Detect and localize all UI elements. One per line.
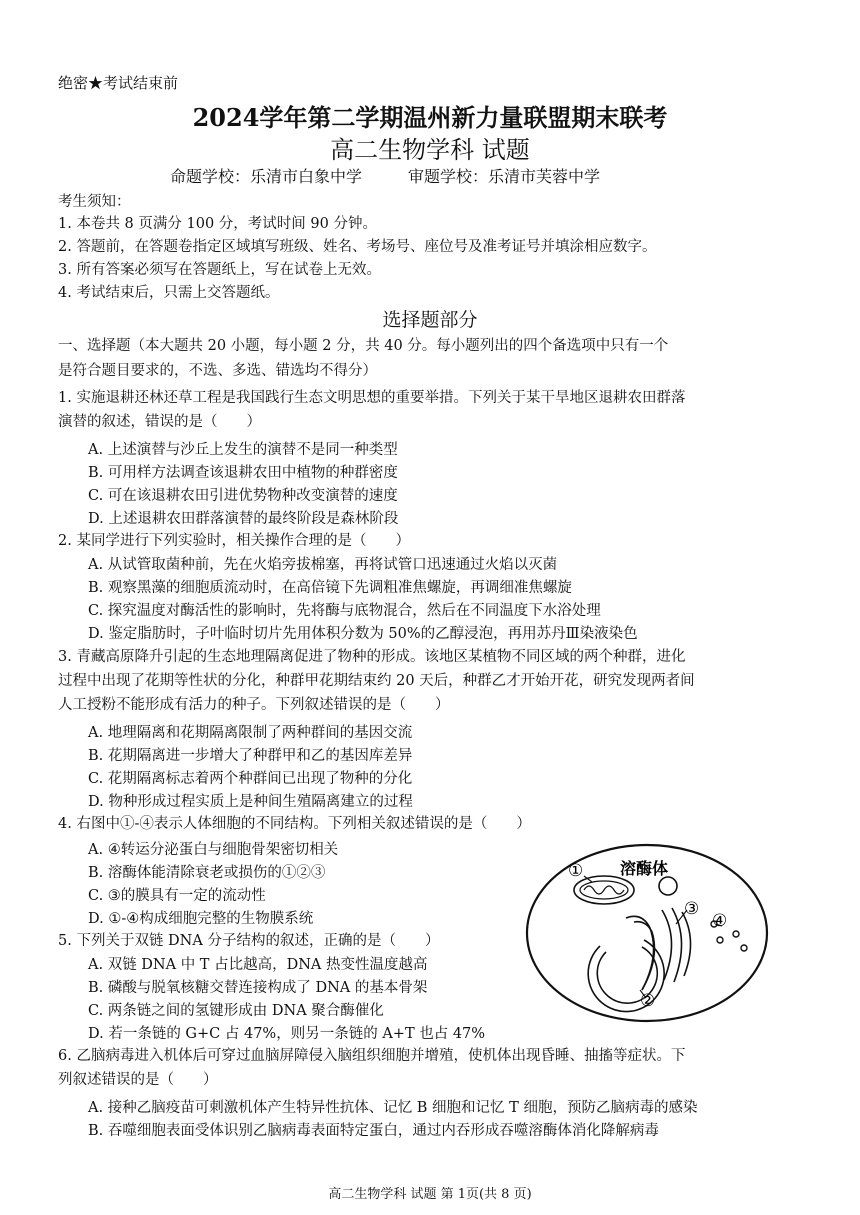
question-6-stem: 6. 乙脑病毒进入机体后可穿过血脑屏障侵入脑组织细胞并增殖，使机体出现昏睡、抽搐等症状。下 <box>58 1048 686 1064</box>
question-5-option-a: A. 双链 DNA 中 T 占比越高，DNA 热变性温度越高 <box>88 957 428 973</box>
question-1-option-a: A. 上述演替与沙丘上发生的演替不是同一种类型 <box>88 442 398 458</box>
figure-label-lysosome: 溶酶体 <box>620 859 669 878</box>
question-5-option-c: C. 两条链之间的氢键形成由 DNA 聚合酶催化 <box>88 1003 384 1019</box>
page-footer: 高二生物学科 试题 第 1页(共 8 页) <box>328 1187 532 1202</box>
question-6-stem: 列叙述错误的是（ ） <box>58 1072 218 1088</box>
figure-label-2: ② <box>640 991 656 1011</box>
question-1-option-d: D. 上述退耕农田群落演替的最终阶段是森林阶段 <box>88 511 399 527</box>
question-2-option-c: C. 探究温度对酶活性的影响时，先将酶与底物混合，然后在不同温度下水浴处理 <box>88 603 601 619</box>
notice-heading: 考生须知： <box>58 194 131 210</box>
exam-title: 2024学年第二学期温州新力量联盟期末联考 <box>192 103 668 132</box>
section-instruction: 是符合题目要求的，不选、多选、错选均不得分） <box>58 363 377 379</box>
question-3-stem: 人工授粉不能形成有活力的种子。下列叙述错误的是（ ） <box>58 697 450 713</box>
question-2-option-d: D. 鉴定脂肪时，子叶临时切片先用体积分数为 50%的乙醇浸泡，再用苏丹Ⅲ染液染色 <box>88 626 638 642</box>
question-3-option-b: B. 花期隔离进一步增大了种群甲和乙的基因库差异 <box>88 748 413 764</box>
question-2-option-b: B. 观察黑藻的细胞质流动时，在高倍镜下先调粗准焦螺旋，再调细准焦螺旋 <box>88 580 572 596</box>
question-1-option-c: C. 可在该退耕农田引进优势物种改变演替的速度 <box>88 488 398 504</box>
question-6-option-a: A. 接种乙脑疫苗可刺激机体产生特异性抗体、记忆 B 细胞和记忆 T 细胞，预防乙脑病毒的感染 <box>88 1100 698 1116</box>
question-4-option-c: C. ③的膜具有一定的流动性 <box>88 888 266 904</box>
notice-item: 2. 答题前，在答题卷指定区域填写班级、姓名、考场号、座位号及准考证号并填涂相应数字。 <box>58 239 657 255</box>
question-5-stem: 5. 下列关于双链 DNA 分子结构的叙述，正确的是（ ） <box>58 933 440 949</box>
notice-item: 3. 所有答案必须写在答题纸上，写在试卷上无效。 <box>58 262 381 278</box>
lysosome-icon <box>659 877 677 895</box>
section-heading: 选择题部分 <box>382 309 478 331</box>
question-2-stem: 2. 某同学进行下列实验时，相关操作合理的是（ ） <box>58 533 410 549</box>
figure-label-3: ③ <box>684 899 700 919</box>
question-1-option-b: B. 可用样方法调查该退耕农田中植物的种群密度 <box>88 465 398 481</box>
question-5-option-b: B. 磷酸与脱氧核糖交替连接构成了 DNA 的基本骨架 <box>88 980 428 996</box>
question-3-option-a: A. 地理隔离和花期隔离限制了两种群间的基因交流 <box>88 725 413 741</box>
question-3-option-c: C. 花期隔离标志着两个种群间已出现了物种的分化 <box>88 771 413 787</box>
figure-label-4: ④ <box>712 911 728 931</box>
cell-structure-figure <box>522 838 772 1028</box>
school-line <box>170 164 600 187</box>
section-instruction: 一、选择题（本大题共 20 小题，每小题 2 分，共 40 分。每小题列出的四个备选项中只有一个 <box>58 338 669 354</box>
question-1-stem: 演替的叙述，错误的是（ ） <box>58 414 261 430</box>
question-3-option-d: D. 物种形成过程实质上是种间生殖隔离建立的过程 <box>88 794 413 810</box>
setter-school: 命题学校：乐清市白象中学 <box>170 167 363 186</box>
question-5-option-d: D. 若一条链的 G+C 占 47%，则另一条链的 A+T 也占 47% <box>88 1026 486 1042</box>
notice-item: 4. 考试结束后，只需上交答题纸。 <box>58 285 280 301</box>
question-6-option-b: B. 吞噬细胞表面受体识别乙脑病毒表面特定蛋白，通过内吞形成吞噬溶酶体消化降解病毒 <box>88 1123 659 1139</box>
question-3-stem: 过程中出现了花期等性状的分化，种群甲花期结束约 20 天后，种群乙才开始开花，研究发现两者间 <box>58 673 695 689</box>
question-3-stem: 3. 青藏高原降升引起的生态地理隔离促进了物种的形成。该地区某植物不同区域的两个种群，进化 <box>58 649 686 665</box>
question-4-option-b: B. 溶酶体能清除衰老或损伤的①②③ <box>88 865 326 881</box>
question-4-option-a: A. ④转运分泌蛋白与细胞骨架密切相关 <box>88 842 339 858</box>
secret-label: 绝密★考试结束前 <box>58 74 179 92</box>
figure-label-1: ① <box>568 861 584 881</box>
notice-item: 1. 本卷共 8 页满分 100 分，考试时间 90 分钟。 <box>58 216 377 232</box>
golgi-apparatus-icon <box>662 908 691 982</box>
reviewer-school: 审题学校：乐清市芙蓉中学 <box>408 167 601 186</box>
question-4-stem: 4. 右图中①-④表示人体细胞的不同结构。下列相关叙述错误的是（ ） <box>58 816 531 832</box>
question-2-option-a: A. 从试管取菌种前，先在火焰旁拔棉塞，再将试管口迅速通过火焰以灭菌 <box>88 557 558 573</box>
question-1-stem: 1. 实施退耕还林还草工程是我国践行生态文明思想的重要举措。下列关于某干旱地区退耕农田群落 <box>58 390 686 406</box>
subject-title: 高二生物学科 试题 <box>330 136 530 164</box>
question-4-option-d: D. ①-④构成细胞完整的生物膜系统 <box>88 911 314 927</box>
